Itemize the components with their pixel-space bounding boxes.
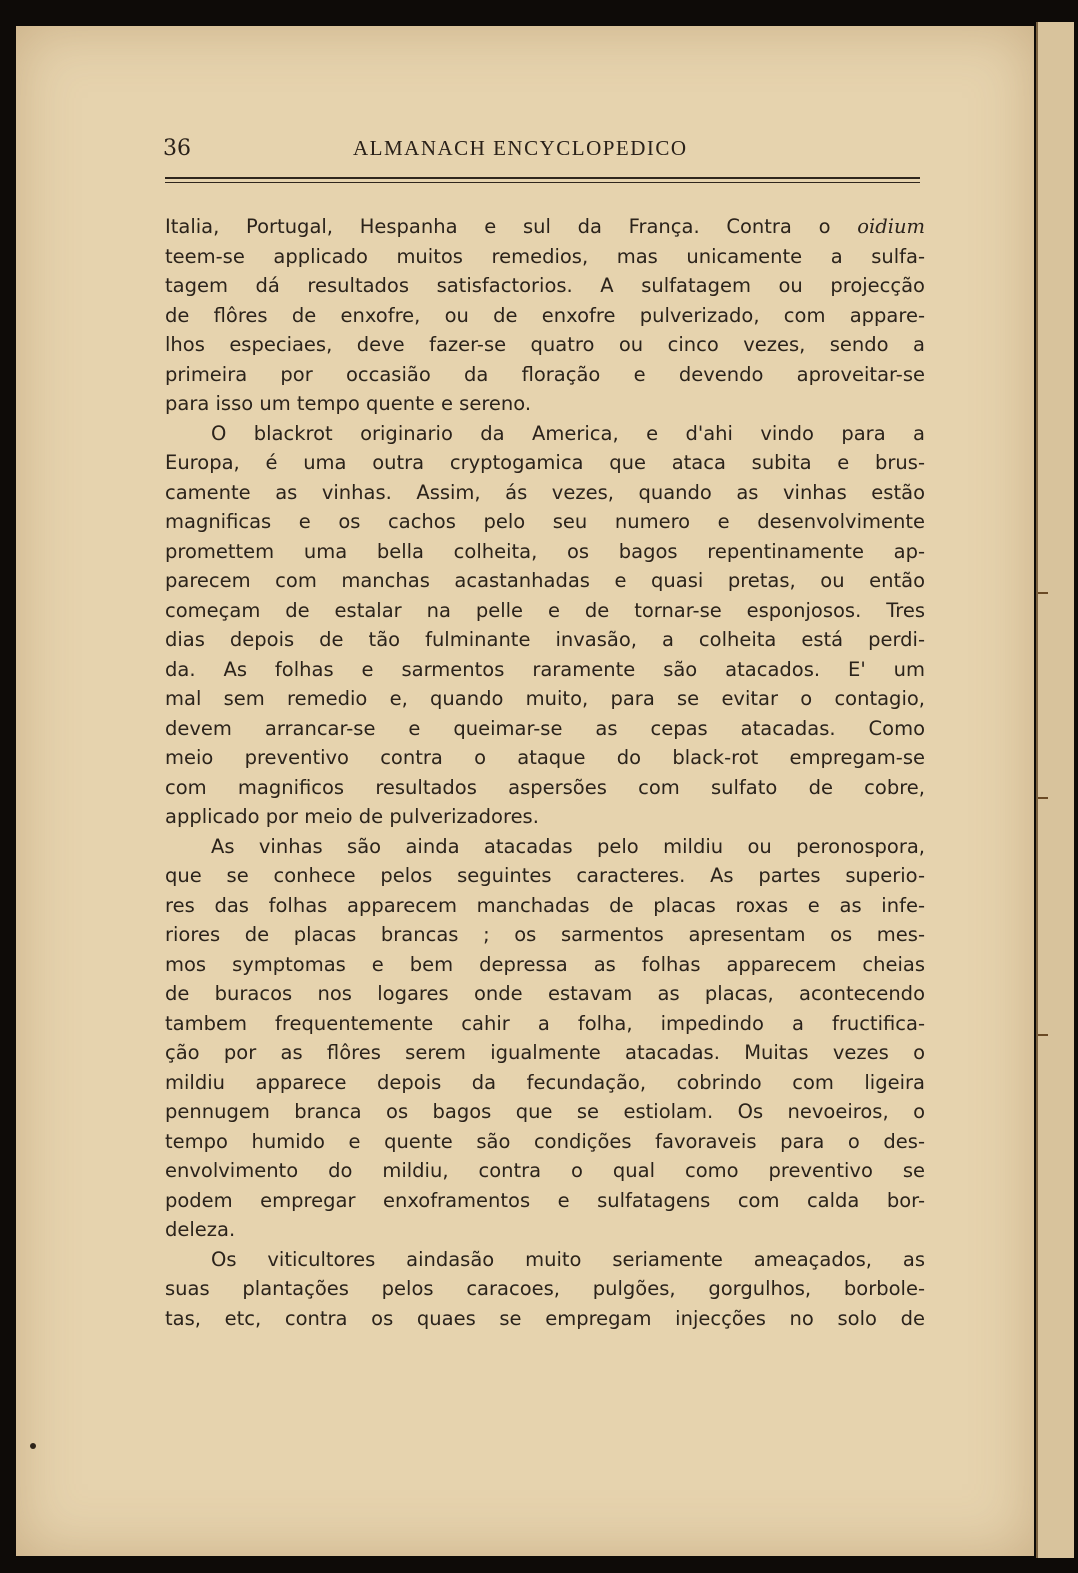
- page-number: 36: [163, 136, 191, 161]
- text-line: primeira por occasião da floração e devendo aproveitar-se: [165, 362, 925, 386]
- text-line: meio preventivo contra o ataque do black-rot empregam-se: [165, 746, 925, 769]
- page-header: [163, 132, 925, 172]
- text-line: de flôres de enxofre, ou de enxofre pulverizado, com appare-: [165, 303, 925, 327]
- text-line: pennugem branca os bagos que se estiolam. Os nevoeiros, o: [165, 1100, 925, 1123]
- text-line: mildiu apparece depois da fecundação, cobrindo com ligeira: [165, 1070, 925, 1094]
- text-line: para isso um tempo quente e sereno.: [165, 392, 532, 415]
- running-title: ALMANACH ENCYCLOPEDICO: [353, 136, 688, 160]
- text-line: ção por as flôres serem igualmente atacadas. Muitas vezes o: [165, 1041, 925, 1064]
- text-line: lhos especiaes, deve fazer-se quatro ou cinco vezes, sendo a: [165, 333, 925, 356]
- text-line: dias depois de tão fulminante invasão, a colheita está perdi-: [165, 628, 925, 651]
- text-line: camente as vinhas. Assim, ás vezes, quando as vinhas estão: [165, 480, 925, 504]
- text-line: tempo humido e quente são condições favoraveis para o des-: [165, 1129, 925, 1153]
- text-line: riores de placas brancas ; os sarmentos apresentam os mes-: [165, 923, 925, 946]
- text-line: tagem dá resultados satisfactorios. A sulfatagem ou projecção: [165, 274, 925, 297]
- body-text: [165, 212, 925, 1333]
- text-line: suas plantações pelos caracoes, pulgões, gorgulhos, borbole-: [165, 1277, 925, 1300]
- text-line: teem-se applicado muitos remedios, mas unicamente a sulfa-: [165, 244, 925, 268]
- text-line: podem empregar enxoframentos e sulfatagens com calda bor-: [165, 1188, 925, 1212]
- text-line: As vinhas são ainda atacadas pelo mildiu ou peronospora,: [211, 834, 925, 858]
- text-line: magnificas e os cachos pelo seu numero e desenvolvimente: [165, 510, 925, 533]
- text-line: res das folhas apparecem manchadas de placas roxas e as infe-: [165, 893, 925, 917]
- header-rule-thin: [165, 182, 920, 183]
- page-edge: [1036, 22, 1074, 1558]
- text-line: tambem frequentemente cahir a folha, impedindo a fructifica-: [165, 1011, 925, 1035]
- text-line: com magnificos resultados aspersões com sulfato de cobre,: [165, 775, 925, 799]
- text-line: tas, etc, contra os quaes se empregam injecções no solo de: [165, 1306, 925, 1330]
- text-line: applicado por meio de pulverizadores.: [165, 805, 539, 828]
- text-line: Europa, é uma outra cryptogamica que ataca subita e brus-: [165, 451, 925, 474]
- text-line: mal sem remedio e, quando muito, para se evitar o contagio,: [165, 687, 925, 710]
- text-line: que se conhece pelos seguintes caracteres. As partes superio-: [165, 864, 925, 887]
- text-line: parecem com manchas acastanhadas e quasi pretas, ou então: [165, 569, 925, 592]
- text-line: devem arrancar-se e queimar-se as cepas atacadas. Como: [165, 716, 925, 740]
- text-line: Italia, Portugal, Hespanha e sul da França. Contra o oidium: [165, 215, 925, 238]
- text-line: começam de estalar na pelle e de tornar-se esponjosos. Tres: [165, 598, 925, 622]
- text-line: de buracos nos logares onde estavam as placas, acontecendo: [165, 982, 925, 1005]
- header-rule: [165, 177, 920, 179]
- text-line: mos symptomas e bem depressa as folhas apparecem cheias: [165, 952, 925, 976]
- text-line: O blackrot originario da America, e d'ahi vindo para a: [211, 421, 925, 445]
- text-line: promettem uma bella colheita, os bagos repentinamente ap-: [165, 539, 925, 563]
- text-line: da. As folhas e sarmentos raramente são atacados. E' um: [165, 657, 925, 681]
- ink-speck: [30, 1443, 36, 1449]
- text-line: envolvimento do mildiu, contra o qual como preventivo se: [165, 1159, 925, 1182]
- text-line: deleza.: [165, 1218, 236, 1241]
- text-line: Os viticultores aindasão muito seriamente ameaçados, as: [211, 1247, 925, 1271]
